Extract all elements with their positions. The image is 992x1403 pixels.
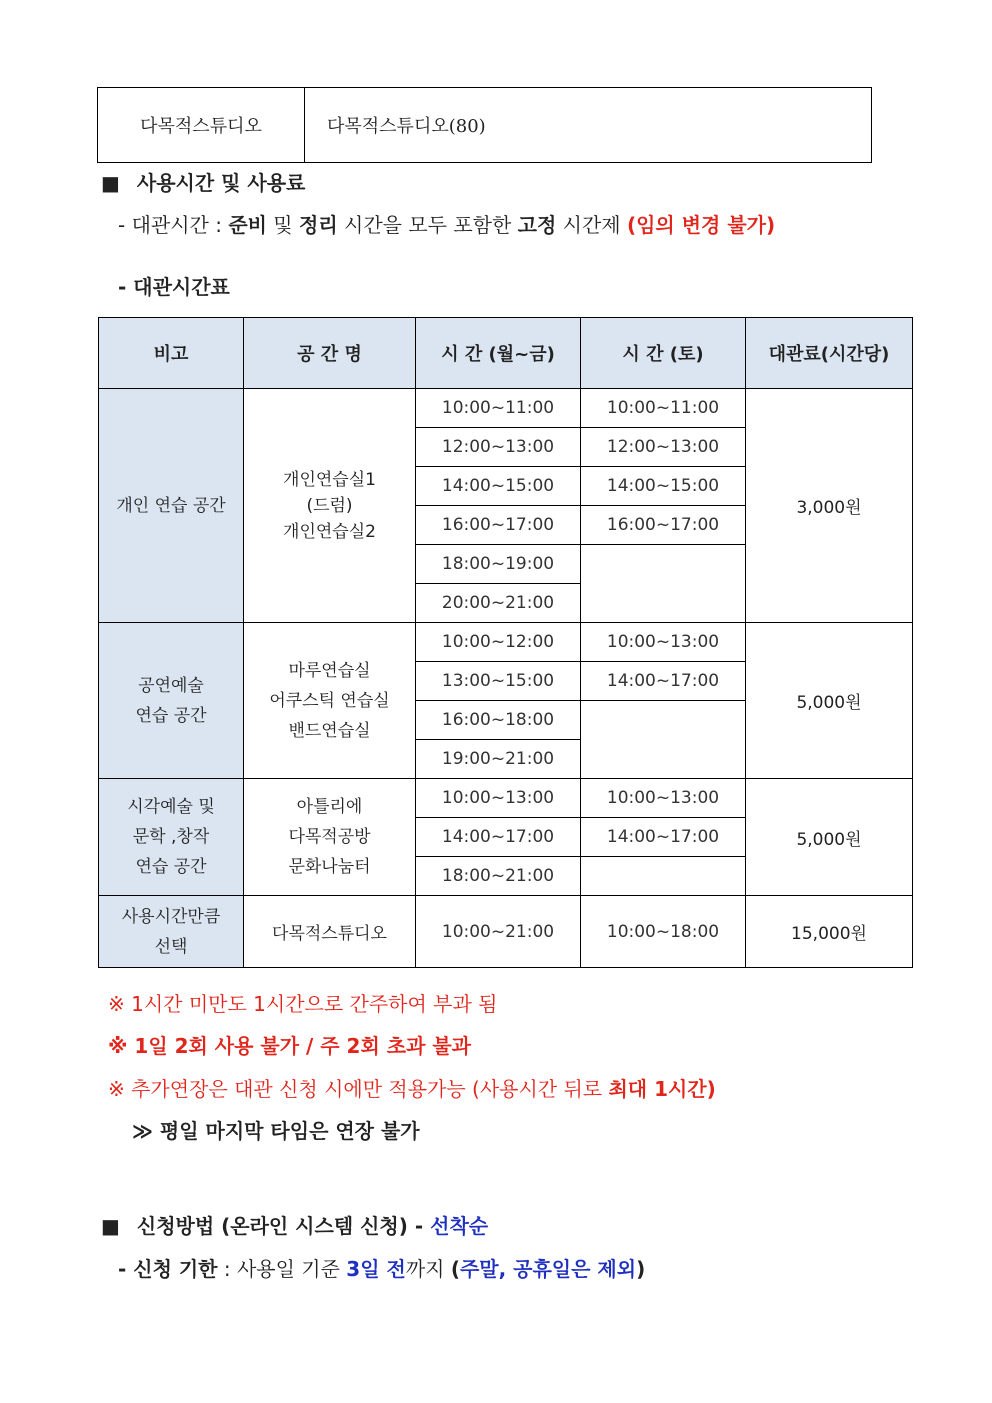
saturday-slot: 10:00~13:00 (581, 623, 746, 662)
weekday-slot: 20:00~21:00 (416, 584, 581, 623)
header-fee: 대관료(시간당) (746, 318, 913, 389)
studio-label: 다목적스튜디오 (98, 88, 305, 162)
table-row (99, 389, 913, 428)
header-note: 비고 (99, 318, 244, 389)
weekday-slot: 10:00~21:00 (416, 896, 581, 968)
studio-capacity-table (97, 87, 872, 163)
note-usage-limit: ※ 1일 2회 사용 불가 / 주 2회 초과 불과 (108, 1034, 472, 1058)
space-cell: 개인연습실1 (드럼) 개인연습실2 (244, 389, 416, 623)
section-heading-application: ■ 신청방법 (온라인 시스템 신청) - 선착순 (101, 1214, 489, 1238)
category-cell: 사용시간만큼 선택 (99, 896, 244, 968)
weekday-slot: 13:00~15:00 (416, 662, 581, 701)
rental-time-rule: - 대관시간 : 준비 및 정리 시간을 모두 포함한 고정 시간제 (임의 변경 불가) (118, 213, 776, 237)
weekday-slot: 18:00~19:00 (416, 545, 581, 584)
category-cell: 개인 연습 공간 (99, 389, 244, 623)
saturday-slot: 16:00~17:00 (581, 506, 746, 545)
application-deadline: - 신청 기한 : 사용일 기준 3일 전까지 (주말, 공휴일은 제외) (118, 1257, 646, 1281)
section-title: 사용시간 및 사용료 (136, 171, 306, 195)
fee-cell: 5,000원 (746, 623, 913, 779)
header-space: 공 간 명 (244, 318, 416, 389)
studio-capacity: 다목적스튜디오(80) (327, 116, 486, 137)
fee-cell: 3,000원 (746, 389, 913, 623)
table-row (99, 623, 913, 662)
saturday-slot: 14:00~15:00 (581, 467, 746, 506)
table-row (99, 779, 913, 818)
bullet-square: ■ (101, 171, 120, 195)
note-extension: ※ 추가연장은 대관 신청 시에만 적용가능 (사용시간 뒤로 최대 1시간) (108, 1077, 716, 1101)
space-cell: 마루연습실 어쿠스틱 연습실 밴드연습실 (244, 623, 416, 779)
fee-cell: 5,000원 (746, 779, 913, 896)
note-minimum-hour: ※ 1시간 미만도 1시간으로 간주하여 부과 됨 (108, 992, 498, 1016)
saturday-slot: 14:00~17:00 (581, 818, 746, 857)
saturday-slot: 10:00~11:00 (581, 389, 746, 428)
section-heading-usage (101, 167, 305, 196)
weekday-slot: 14:00~17:00 (416, 818, 581, 857)
saturday-slot: 14:00~17:00 (581, 662, 746, 701)
schedule-heading: - 대관시간표 (118, 275, 230, 299)
table-row (99, 896, 913, 968)
saturday-empty (581, 857, 746, 896)
saturday-empty (581, 701, 746, 779)
fee-cell: 15,000원 (746, 896, 913, 968)
weekday-slot: 18:00~21:00 (416, 857, 581, 896)
weekday-slot: 16:00~17:00 (416, 506, 581, 545)
weekday-slot: 12:00~13:00 (416, 428, 581, 467)
category-cell: 공연예술 연습 공간 (99, 623, 244, 779)
weekday-slot: 16:00~18:00 (416, 701, 581, 740)
table-header-row (99, 318, 913, 389)
weekday-slot: 19:00~21:00 (416, 740, 581, 779)
header-weekday: 시 간 (월~금) (416, 318, 581, 389)
weekday-slot: 14:00~15:00 (416, 467, 581, 506)
bullet-square: ■ (101, 1214, 120, 1238)
space-cell: 아틀리에 다목적공방 문화나눔터 (244, 779, 416, 896)
note-no-extension: ≫ 평일 마지막 타임은 연장 불가 (132, 1119, 420, 1143)
saturday-slot: 10:00~13:00 (581, 779, 746, 818)
space-cell: 다목적스튜디오 (244, 896, 416, 968)
saturday-empty (581, 545, 746, 623)
weekday-slot: 10:00~11:00 (416, 389, 581, 428)
weekday-slot: 10:00~12:00 (416, 623, 581, 662)
rental-schedule-table (98, 317, 913, 968)
saturday-slot: 12:00~13:00 (581, 428, 746, 467)
category-cell: 시각예술 및 문학 ,창작 연습 공간 (99, 779, 244, 896)
weekday-slot: 10:00~13:00 (416, 779, 581, 818)
header-saturday: 시 간 (토) (581, 318, 746, 389)
saturday-slot: 10:00~18:00 (581, 896, 746, 968)
